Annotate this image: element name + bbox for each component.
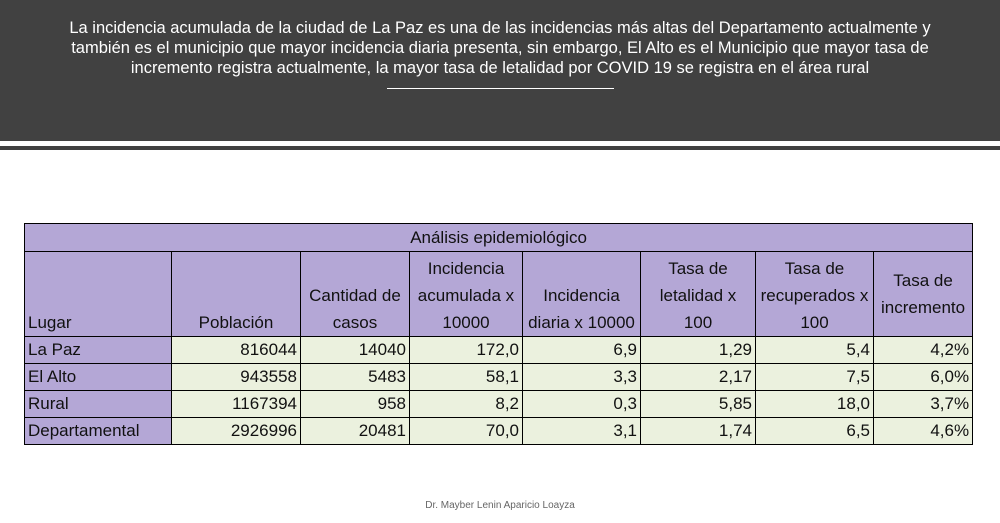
tasa-letalidad-cell: 5,85 [641, 391, 756, 418]
incidencia-acumulada-cell: 8,2 [410, 391, 523, 418]
table-row [25, 418, 973, 445]
tasa-incremento-cell: 3,7% [874, 391, 973, 418]
tasa-recuperados-cell: 5,4 [756, 337, 874, 364]
tasa-letalidad-cell: 2,17 [641, 364, 756, 391]
tasa-recuperados-cell: 7,5 [756, 364, 874, 391]
incidencia-diaria-cell: 3,1 [523, 418, 641, 445]
header-divider-band [0, 146, 1000, 150]
footer-author: Dr. Mayber Lenin Aparicio Loayza [425, 500, 575, 511]
row-place-cell: Departamental [25, 418, 172, 445]
incidencia-acumulada-cell: 70,0 [410, 418, 523, 445]
incidencia-diaria-cell: 3,3 [523, 364, 641, 391]
cantidad-casos-cell: 14040 [301, 337, 410, 364]
column-header-incidencia-acumulada: Incidencia acumulada x 10000 [410, 252, 523, 337]
header-paragraph: La incidencia acumulada de la ciudad de La Paz es una de las incidencias más altas del Departamento actualmente y también es el municipio que mayor incidencia diaria presenta, sin embargo, El Alto es el Municipio que mayor tasa de incremento registra actualmente, la mayor tasa de letalidad por COVID 19 se registra en el área rural [69, 19, 931, 77]
poblacion-cell: 2926996 [172, 418, 301, 445]
column-header-tasa-incremento: Tasa de incremento [874, 252, 973, 337]
table-row [25, 337, 973, 364]
tasa-recuperados-cell: 18,0 [756, 391, 874, 418]
row-place-cell: Rural [25, 391, 172, 418]
table-header-row [25, 252, 973, 337]
epidemiology-table [24, 223, 973, 445]
column-header-poblacion: Población [172, 252, 301, 337]
column-header-lugar: Lugar [25, 252, 172, 337]
incidencia-diaria-cell: 0,3 [523, 391, 641, 418]
table-title: Análisis epidemiológico [25, 224, 973, 252]
tasa-incremento-cell: 4,2% [874, 337, 973, 364]
tasa-incremento-cell: 4,6% [874, 418, 973, 445]
table-row [25, 364, 973, 391]
tasa-recuperados-cell: 6,5 [756, 418, 874, 445]
cantidad-casos-cell: 958 [301, 391, 410, 418]
tasa-letalidad-cell: 1,74 [641, 418, 756, 445]
table-row [25, 391, 973, 418]
incidencia-acumulada-cell: 172,0 [410, 337, 523, 364]
header-banner [0, 0, 1000, 141]
column-header-cantidad-casos: Cantidad de casos [301, 252, 410, 337]
cantidad-casos-cell: 20481 [301, 418, 410, 445]
cantidad-casos-cell: 5483 [301, 364, 410, 391]
row-place-cell: La Paz [25, 337, 172, 364]
poblacion-cell: 943558 [172, 364, 301, 391]
tasa-letalidad-cell: 1,29 [641, 337, 756, 364]
tasa-incremento-cell: 6,0% [874, 364, 973, 391]
row-place-cell: El Alto [25, 364, 172, 391]
poblacion-cell: 1167394 [172, 391, 301, 418]
column-header-tasa-letalidad: Tasa de letalidad x 100 [641, 252, 756, 337]
incidencia-diaria-cell: 6,9 [523, 337, 641, 364]
column-header-incidencia-diaria: Incidencia diaria x 10000 [523, 252, 641, 337]
poblacion-cell: 816044 [172, 337, 301, 364]
header-underline [387, 88, 614, 89]
incidencia-acumulada-cell: 58,1 [410, 364, 523, 391]
column-header-tasa-recuperados: Tasa de recuperados x 100 [756, 252, 874, 337]
